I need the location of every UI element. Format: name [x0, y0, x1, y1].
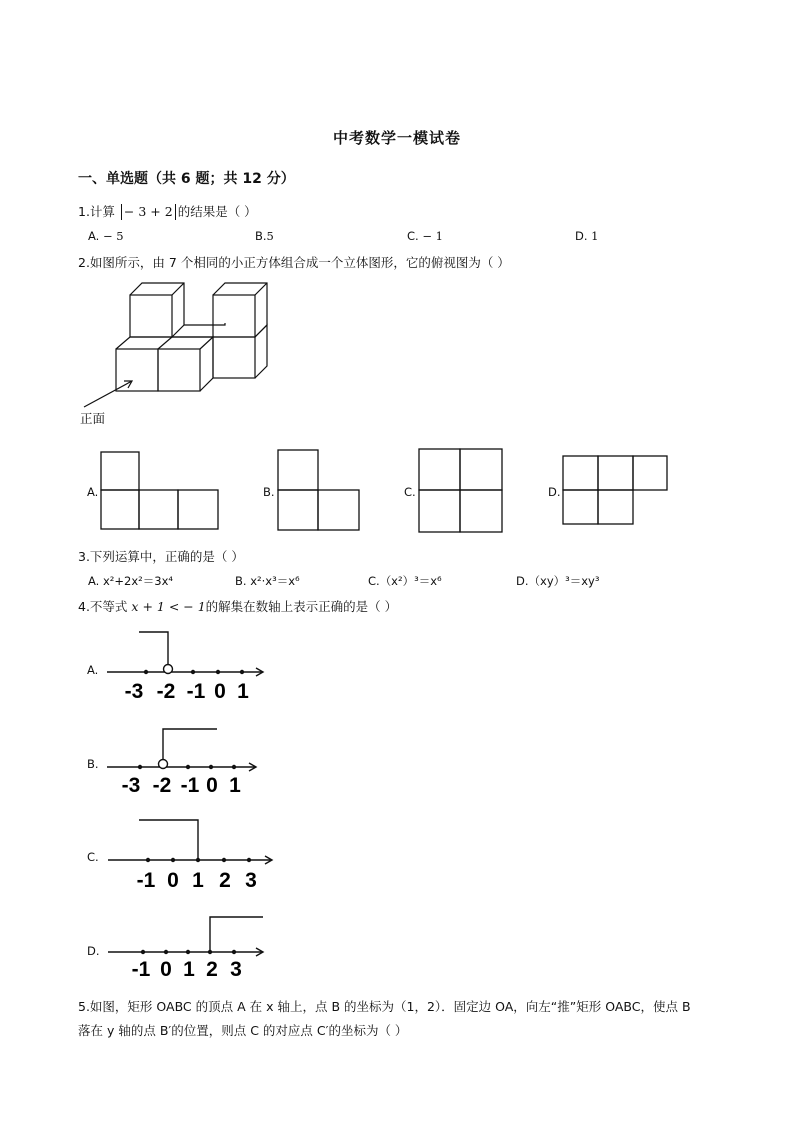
- q2-option-a[interactable]: A.: [87, 485, 99, 499]
- question-5-line-1: 5.如图，矩形 OABC 的顶点 A 在 x 轴上，点 B 的坐标为（1，2）．固定边 OA，向左“推”矩形 OABC，使点 B: [78, 999, 691, 1014]
- question-5-line-2: 落在 y 轴的点 B′的位置，则点 C 的对应点 C′的坐标为（ ）: [78, 1023, 408, 1038]
- option-value: （xy）³＝xy³: [528, 574, 600, 588]
- open-circle: [164, 665, 173, 674]
- option-label: D.: [516, 574, 529, 588]
- option-value: x²+2x²＝3x⁴: [102, 574, 174, 588]
- option-label: A.: [88, 574, 100, 588]
- tick-dot: [138, 765, 142, 769]
- q4-option-c[interactable]: C.: [87, 850, 99, 864]
- option-value: − 1: [422, 229, 443, 243]
- tick-label: 0: [214, 680, 226, 703]
- q2-option-c[interactable]: C.: [404, 485, 416, 499]
- q2-option-b[interactable]: B.: [263, 485, 275, 499]
- question-3: 3.下列运算中，正确的是（ ）: [78, 549, 244, 564]
- tick-label: -1: [180, 774, 200, 797]
- tick-dot: [146, 858, 150, 862]
- q1-expression: − 3 + 2: [123, 204, 173, 219]
- tick-dot: [144, 670, 148, 674]
- tick-label: 0: [206, 774, 218, 797]
- tick-label: 1: [237, 680, 249, 703]
- tick-label: -2: [152, 774, 172, 797]
- tick-label: -2: [156, 680, 176, 703]
- front-label: 正面: [80, 411, 106, 426]
- solution-bracket: [139, 820, 198, 860]
- option-label: C.: [407, 229, 419, 243]
- q4-option-b[interactable]: B.: [87, 757, 99, 771]
- open-circle: [159, 760, 168, 769]
- solution-bracket: [210, 917, 263, 952]
- option-value: （x²）³＝x⁶: [379, 574, 442, 588]
- q4-tail: 的解集在数轴上表示正确的是（ ）: [205, 599, 398, 614]
- tick-label: 0: [160, 958, 172, 981]
- tick-dot: [240, 670, 244, 674]
- q2-option-d[interactable]: D.: [548, 485, 561, 499]
- tick-label: -1: [136, 869, 156, 892]
- tick-label: 1: [183, 958, 195, 981]
- tick-dot: [247, 858, 251, 862]
- question-2: 2.如图所示，由 7 个相同的小正方体组合成一个立体图形，它的俯视图为（ ）: [78, 255, 510, 270]
- tick-dot: [216, 670, 220, 674]
- section-heading: 一、单选题（共 6 题；共 12 分）: [78, 171, 295, 187]
- tick-label: 1: [192, 869, 204, 892]
- option-label: B.: [255, 229, 267, 243]
- tick-label: -3: [124, 680, 144, 703]
- tick-dot: [209, 765, 213, 769]
- q4-option-a[interactable]: A.: [87, 663, 99, 677]
- tick-label: 1: [229, 774, 241, 797]
- tick-dot: [222, 858, 226, 862]
- tick-label: -3: [121, 774, 141, 797]
- q4-option-d[interactable]: D.: [87, 944, 100, 958]
- tick-label: 0: [167, 869, 179, 892]
- tick-dot: [196, 858, 200, 862]
- tick-dot: [186, 950, 190, 954]
- option-value: 5: [266, 229, 274, 243]
- option-label: D.: [575, 229, 588, 243]
- tick-label: -1: [131, 958, 151, 981]
- option-label: B.: [235, 574, 247, 588]
- tick-label: 3: [245, 869, 257, 892]
- tick-label: 2: [206, 958, 218, 981]
- tick-dot: [186, 765, 190, 769]
- tick-dot: [208, 950, 212, 954]
- q1-tail: 的结果是（ ）: [177, 204, 257, 219]
- option-label: C.: [368, 574, 380, 588]
- tick-dot: [191, 670, 195, 674]
- page-title: 中考数学一模试卷: [332, 129, 461, 147]
- tick-dot: [141, 950, 145, 954]
- tick-dot: [171, 858, 175, 862]
- solution-bracket: [163, 729, 217, 760]
- option-value: x²·x³＝x⁶: [250, 574, 300, 588]
- option-label: A.: [88, 229, 100, 243]
- q1-number: 1.计算: [78, 204, 115, 219]
- tick-dot: [232, 765, 236, 769]
- tick-dot: [164, 950, 168, 954]
- tick-label: -1: [186, 680, 206, 703]
- tick-label: 2: [219, 869, 231, 892]
- option-value: 1: [591, 229, 599, 243]
- q4-number: 4.不等式: [78, 599, 128, 614]
- solution-bracket: [139, 632, 168, 665]
- tick-label: 3: [230, 958, 242, 981]
- q4-expression: x + 1 < − 1: [131, 599, 206, 614]
- tick-dot: [232, 950, 236, 954]
- option-value: − 5: [102, 229, 124, 243]
